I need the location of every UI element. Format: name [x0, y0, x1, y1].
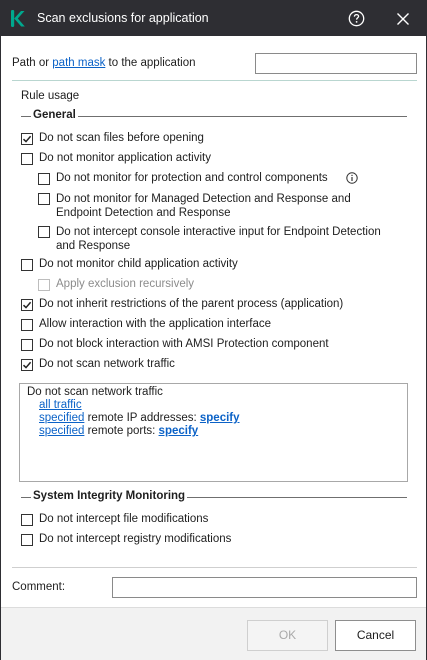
checkbox-child-application-activity[interactable]	[21, 259, 33, 271]
checkbox-apply-recursively[interactable]	[38, 279, 50, 291]
general-group-title: General	[33, 109, 76, 121]
checkbox-label: Do not block interaction with AMSI Protection component	[39, 338, 329, 350]
path-label-suffix: to the application	[108, 57, 196, 69]
info-icon[interactable]	[346, 172, 358, 184]
checkbox-label: Do not monitor child application activity	[39, 258, 238, 270]
general-separator	[21, 116, 407, 117]
checkbox-label: Do not intercept file modifications	[39, 513, 209, 525]
specify-ports-link[interactable]: specify	[158, 425, 199, 437]
window-title: Scan exclusions for application	[37, 11, 209, 25]
path-input[interactable]	[255, 53, 417, 74]
checkbox-scan-network-traffic[interactable]	[21, 359, 33, 371]
checkbox-protection-control-components[interactable]	[38, 173, 50, 185]
checkbox-label: Do not scan files before opening	[39, 132, 204, 144]
close-icon[interactable]	[395, 11, 411, 27]
all-traffic-link[interactable]: all traffic	[39, 399, 82, 411]
remote-ip-label: remote IP addresses:	[87, 412, 197, 424]
checkbox-label: Do not monitor for protection and control components	[56, 172, 328, 184]
checkbox-inherit-restrictions[interactable]	[21, 299, 33, 311]
sim-group-title: System Integrity Monitoring	[33, 490, 186, 502]
checkmark-icon	[22, 360, 32, 370]
checkbox-label: Do not inherit restrictions of the parent process (application)	[39, 298, 344, 310]
checkbox-registry-modifications[interactable]	[21, 534, 33, 546]
checkbox-label: Apply exclusion recursively	[56, 278, 195, 290]
path-label-prefix: Path or	[12, 57, 50, 69]
checkbox-scan-files-before-opening[interactable]	[21, 133, 33, 145]
comment-label: Comment:	[12, 581, 66, 593]
remote-ports-label: remote ports:	[87, 425, 156, 437]
checkbox-console-interactive-input[interactable]	[38, 226, 50, 238]
comment-input[interactable]	[112, 577, 417, 598]
checkmark-icon	[22, 134, 32, 144]
checkmark-icon	[22, 300, 32, 310]
ok-button[interactable]: OK	[247, 620, 328, 651]
checkbox-file-modifications[interactable]	[21, 514, 33, 526]
path-mask-link[interactable]: path mask	[52, 57, 106, 69]
dialog-footer	[1, 607, 426, 660]
checkbox-label: Do not scan network traffic	[39, 358, 175, 370]
checkbox-label: Do not monitor for Managed Detection and Response and Endpoint Detection and Response	[56, 193, 351, 219]
kaspersky-logo-icon	[11, 10, 25, 27]
rule-usage-title: Rule usage	[21, 90, 80, 102]
specify-ip-link[interactable]: specify	[199, 412, 240, 424]
divider	[12, 567, 417, 568]
path-label	[12, 57, 196, 69]
checkbox-label: Do not monitor application activity	[39, 152, 211, 164]
help-icon[interactable]	[348, 10, 365, 27]
checkbox-label: Allow interaction with the application interface	[39, 318, 272, 330]
checkbox-label: Do not intercept console interactive input for Endpoint Detection and Response	[56, 226, 381, 252]
checkbox-amsi-protection[interactable]	[21, 339, 33, 351]
remote-ip-row	[39, 412, 240, 424]
title-bar	[1, 1, 426, 36]
network-traffic-details	[19, 383, 408, 482]
specified-ports-link[interactable]: specified	[39, 425, 85, 437]
checkbox-monitor-application-activity[interactable]	[21, 153, 33, 165]
remote-ports-row	[39, 425, 198, 437]
divider	[12, 80, 417, 81]
specified-ip-link[interactable]: specified	[39, 412, 85, 424]
cancel-button[interactable]: Cancel	[335, 620, 416, 651]
details-heading: Do not scan network traffic	[27, 386, 163, 398]
checkbox-label: Do not intercept registry modifications	[39, 533, 232, 545]
checkbox-mdr-edr[interactable]	[38, 193, 50, 205]
checkbox-allow-interface-interaction[interactable]	[21, 319, 33, 331]
